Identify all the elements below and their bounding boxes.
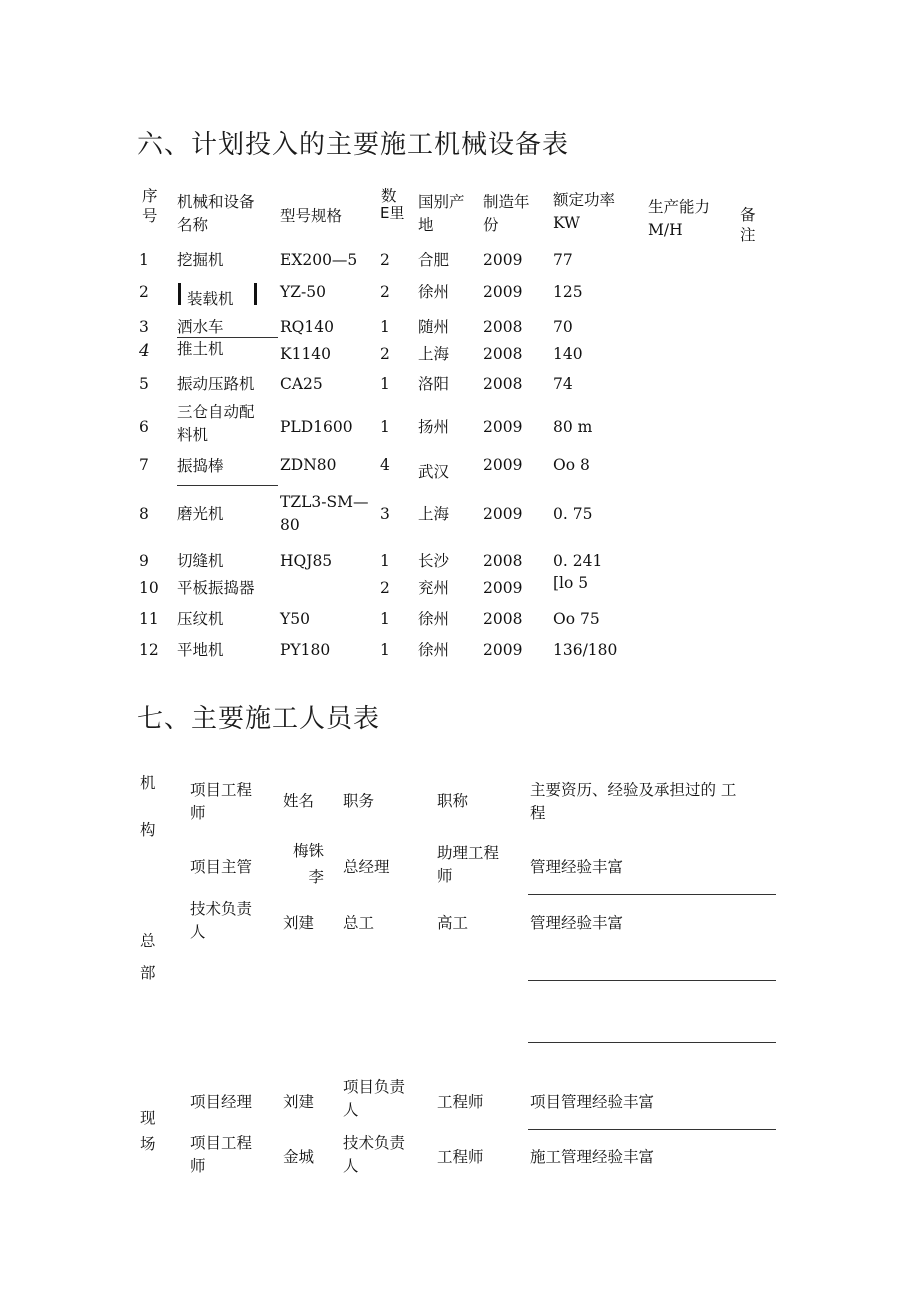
equip-row4-seq: 4	[139, 341, 150, 361]
equip-row5-name: 振动压路机	[177, 375, 255, 393]
equip-row10-origin: 兖州	[418, 579, 450, 597]
equip-row8-name: 磨光机	[177, 505, 224, 523]
staff-row4-title: 工程师	[437, 1148, 484, 1166]
equip-row6-qty: 1	[380, 418, 390, 436]
equip-row4-origin: 上海	[418, 345, 450, 363]
equip-row2-origin: 徐州	[418, 283, 450, 301]
equip-row5-power: 74	[553, 375, 573, 393]
equip-row5-model: CA25	[280, 375, 323, 393]
equip-row2-year: 2009	[483, 283, 523, 301]
equip-row1-power: 77	[553, 251, 573, 269]
cursor-bar-right	[254, 283, 257, 305]
equip-row3-name: 洒水车	[177, 318, 224, 336]
equip-row1-model: EX200—5	[280, 251, 358, 269]
equip-row6-year: 2009	[483, 418, 523, 436]
header-seq: 序 号	[142, 187, 158, 225]
section-7-title: 七、主要施工人员表	[137, 704, 381, 734]
blank-rule-1	[528, 980, 776, 981]
staff-row3-name: 刘建	[283, 1093, 315, 1111]
staff-row1-experience: 管理经验丰富	[530, 858, 624, 876]
equip-row7-model: ZDN80	[280, 456, 337, 474]
equip-row12-qty: 1	[380, 641, 390, 659]
staff-header-name: 姓名	[283, 792, 315, 810]
equip-row11-origin: 徐州	[418, 610, 450, 628]
equip-row3-power: 70	[553, 318, 573, 336]
cursor-bar-left	[178, 283, 181, 305]
staff-row2-title: 高工	[437, 914, 469, 932]
equip-row1-name: 挖掘机	[177, 251, 224, 269]
equip-row9-power: 0. 241	[553, 552, 603, 570]
staff-row2-experience: 管理经验丰富	[530, 914, 624, 932]
equip-row3-qty: 1	[380, 318, 390, 336]
equip-row6-name: 三仓自动配 料机	[177, 403, 255, 444]
equip-row8-seq: 8	[139, 505, 149, 523]
equip-row11-model: Y50	[280, 610, 310, 628]
equip-row8-qty: 3	[380, 505, 390, 523]
staff-row1-position: 项目主管	[190, 858, 253, 876]
equip-row2-model: YZ-50	[280, 283, 326, 301]
equip-row11-qty: 1	[380, 610, 390, 628]
staff-row1-name: 梅铢 李	[292, 842, 324, 886]
header-qty-bottom: E里	[380, 204, 405, 222]
equip-row12-name: 平地机	[177, 641, 224, 659]
equip-row7-qty: 4	[380, 456, 390, 474]
equip-row7-origin: 武汉	[418, 463, 450, 481]
side-label-jigou-2: 构	[140, 821, 156, 839]
equip-row5-qty: 1	[380, 375, 390, 393]
header-model: 型号规格	[280, 207, 343, 225]
equip-row2-power: 125	[553, 283, 583, 301]
staff-row3-duty: 项目负责 人	[343, 1078, 406, 1119]
row7-underline	[177, 485, 278, 486]
equip-row2-name: 装载机	[187, 290, 234, 308]
equip-row2-seq: 2	[139, 283, 149, 301]
staff-header-duty: 职务	[343, 792, 375, 810]
equip-row3-model: RQ140	[280, 318, 334, 336]
staff-row4-name: 金城	[283, 1148, 315, 1166]
equip-row12-model: PY180	[280, 641, 331, 659]
equip-row6-model: PLD1600	[280, 418, 353, 436]
staff-row3-rule	[528, 1129, 776, 1130]
section-6-title: 六、计划投入的主要施工机械设备表	[137, 130, 570, 160]
equip-row4-name: 推土机	[177, 340, 224, 358]
equip-row9-year: 2008	[483, 552, 523, 570]
equip-row1-qty: 2	[380, 251, 390, 269]
equip-row10-year: 2009	[483, 579, 523, 597]
staff-row1-duty: 总经理	[343, 858, 390, 876]
equip-row9-seq: 9	[139, 552, 149, 570]
staff-row3-experience: 项目管理经验丰富	[530, 1093, 655, 1111]
equip-row4-model: K1140	[280, 345, 332, 363]
side-label-jigou-1: 机	[140, 774, 156, 792]
staff-row3-position: 项目经理	[190, 1093, 253, 1111]
equip-row4-qty: 2	[380, 345, 390, 363]
staff-row3-title: 工程师	[437, 1093, 484, 1111]
equip-row12-origin: 徐州	[418, 641, 450, 659]
equip-row10-power: [lo 5	[553, 574, 589, 592]
row3-underline	[177, 337, 278, 338]
equip-row11-name: 压纹机	[177, 610, 224, 628]
side-label-zongbu-2: 部	[140, 964, 156, 982]
equip-row6-power: 80 m	[553, 418, 593, 436]
equip-row10-seq: 10	[139, 579, 159, 597]
staff-row2-duty: 总工	[343, 914, 375, 932]
equip-row9-origin: 长沙	[418, 552, 450, 570]
equip-row1-year: 2009	[483, 251, 523, 269]
equip-row7-name: 振捣棒	[177, 457, 224, 475]
side-label-xianchang-1: 现	[140, 1109, 156, 1127]
equip-row11-seq: 11	[139, 610, 159, 628]
equip-row12-seq: 12	[139, 641, 159, 659]
equip-row10-qty: 2	[380, 579, 390, 597]
staff-header-experience: 主要资历、经验及承担过的 工 程	[530, 781, 737, 822]
equip-row7-power: Oo 8	[553, 456, 590, 474]
blank-rule-2	[528, 1042, 776, 1043]
equip-row12-power: 136/180	[553, 641, 618, 659]
equip-row9-name: 切缝机	[177, 552, 224, 570]
equip-row11-power: Oo 75	[553, 610, 600, 628]
header-origin: 国别产 地	[418, 193, 465, 234]
equip-row12-year: 2009	[483, 641, 523, 659]
equip-row5-seq: 5	[139, 375, 149, 393]
header-qty-top: 数	[381, 187, 397, 205]
equip-row7-seq: 7	[139, 456, 149, 474]
equip-row1-seq: 1	[139, 251, 149, 269]
equip-row3-origin: 随州	[418, 318, 450, 336]
staff-row2-position: 技术负责 人	[190, 900, 253, 941]
equip-row2-qty: 2	[380, 283, 390, 301]
header-name: 机械和设备 名称	[177, 193, 255, 234]
header-remark: 备 注	[740, 206, 756, 244]
equip-row1-origin: 合肥	[418, 251, 450, 269]
equip-row4-year: 2008	[483, 345, 523, 363]
staff-row2-name: 刘建	[283, 914, 315, 932]
staff-row4-position: 项目工程 师	[190, 1134, 253, 1175]
equip-row9-qty: 1	[380, 552, 390, 570]
equip-row7-year: 2009	[483, 456, 523, 474]
header-capacity: 生产能力 M/H	[648, 198, 711, 239]
equip-row4-power: 140	[553, 345, 583, 363]
equip-row8-power: 0. 75	[553, 505, 593, 523]
equip-row11-year: 2008	[483, 610, 523, 628]
equip-row5-year: 2008	[483, 375, 523, 393]
header-year: 制造年 份	[483, 193, 530, 234]
equip-row9-model: HQJ85	[280, 552, 333, 570]
staff-row4-duty: 技术负责 人	[343, 1134, 406, 1175]
header-power: 额定功率 KW	[553, 191, 616, 232]
staff-row1-title: 助理工程 师	[437, 844, 500, 885]
equip-row6-origin: 扬州	[418, 418, 450, 436]
staff-row4-experience: 施工管理经验丰富	[530, 1148, 655, 1166]
staff-header-title: 职称	[437, 792, 469, 810]
side-label-xianchang-2: 场	[140, 1135, 156, 1153]
equip-row3-seq: 3	[139, 318, 149, 336]
equip-row3-year: 2008	[483, 318, 523, 336]
equip-row6-seq: 6	[139, 418, 149, 436]
staff-row1-rule	[528, 894, 776, 895]
side-label-zongbu-1: 总	[140, 932, 156, 950]
equip-row10-name: 平板振捣器	[177, 579, 255, 597]
equip-row8-model: TZL3-SM— 80	[280, 493, 369, 534]
equip-row5-origin: 洛阳	[418, 375, 450, 393]
equip-row8-origin: 上海	[418, 505, 450, 523]
staff-header-position: 项目工程 师	[190, 781, 253, 822]
equip-row8-year: 2009	[483, 505, 523, 523]
